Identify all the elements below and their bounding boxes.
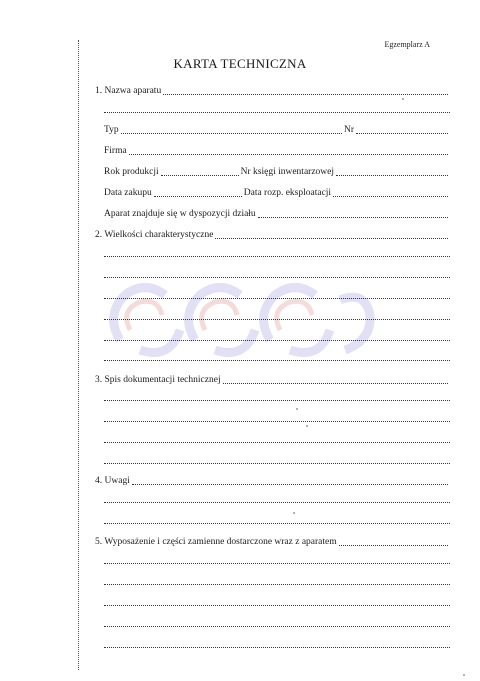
nr-label: Nr [343, 125, 354, 135]
section-1-label: 1. Nazwa aparatu [95, 86, 162, 96]
wyposazenie-line-4[interactable] [104, 605, 450, 606]
field-wielkosci[interactable] [95, 230, 450, 241]
wyposazenie-fill-line[interactable] [339, 544, 448, 546]
firma-fill-line[interactable] [129, 153, 448, 155]
typ-fill-line[interactable] [121, 132, 342, 134]
ksiegi-label: Nr księgi inwentarzowej [240, 167, 335, 177]
field-dokumentacja[interactable] [95, 375, 450, 386]
wyposazenie-line-3[interactable] [104, 584, 450, 585]
field-zakup-eksploatacja[interactable] [104, 188, 450, 199]
wielkosci-line-6[interactable] [104, 340, 450, 341]
eksploatacja-fill-line[interactable] [333, 195, 448, 197]
scan-speck [402, 98, 404, 100]
firma-label: Firma [104, 146, 127, 156]
rok-label: Rok produkcji [104, 167, 159, 177]
nr-fill-line[interactable] [356, 132, 448, 134]
nazwa-fill-line [163, 93, 448, 95]
wielkosci-line-2[interactable] [104, 256, 450, 257]
field-typ-nr[interactable] [104, 125, 450, 136]
wielkosci-fill-line[interactable] [215, 237, 448, 239]
wielkosci-line-5[interactable] [104, 319, 450, 320]
wielkosci-line-4[interactable] [104, 298, 450, 299]
wyposazenie-line-5[interactable] [104, 626, 450, 627]
wielkosci-line-7[interactable] [104, 360, 450, 361]
rok-fill-line[interactable] [161, 174, 239, 176]
section-5-label: 5. Wyposażenie i części zamienne dostarczone wraz z aparatem [95, 537, 337, 547]
page-title: KARTA TECHNICZNA [173, 56, 307, 71]
dyspozycja-label: Aparat znajduje się w dyspozycji działu [104, 209, 256, 219]
wyposazenie-line-6[interactable] [104, 647, 450, 648]
dokumentacja-fill-line[interactable] [223, 382, 448, 384]
section-2-label: 2. Wielkości charakterystyczne [95, 230, 214, 240]
dokumentacja-line-5[interactable] [104, 463, 450, 464]
uwagi-line-2[interactable] [104, 502, 450, 503]
field-dyspozycja[interactable] [104, 209, 450, 220]
field-nazwa-aparatu[interactable] [95, 86, 450, 97]
ksiegi-fill-line[interactable] [336, 174, 448, 176]
uwagi-line-3[interactable] [104, 523, 450, 524]
zakup-label: Data zakupu [104, 188, 152, 198]
perforation-line [78, 40, 79, 670]
wielkosci-line-3[interactable] [104, 277, 450, 278]
uwagi-fill-line[interactable] [132, 483, 448, 485]
scan-speck [296, 408, 298, 410]
scan-speck [463, 674, 465, 676]
watermark-logo [100, 270, 380, 360]
scan-speck [293, 512, 295, 514]
dokumentacja-line-4[interactable] [104, 442, 450, 443]
section-3-label: 3. Spis dokumentacji technicznej [95, 375, 221, 385]
field-wyposazenie[interactable] [95, 537, 450, 548]
eksploatacja-label: Data rozp. eksploatacji [243, 188, 332, 198]
dokumentacja-line-3[interactable] [104, 421, 450, 422]
zakup-fill-line[interactable] [154, 195, 242, 197]
nazwa-line-2[interactable] [104, 112, 450, 113]
scan-speck [306, 425, 308, 427]
typ-label: Typ [104, 125, 119, 135]
section-4-label: 4. Uwagi [95, 476, 130, 486]
wyposazenie-line-2[interactable] [104, 563, 450, 564]
copy-label: Egzemplarz A [384, 40, 430, 49]
dokumentacja-line-2[interactable] [104, 400, 450, 401]
field-uwagi[interactable] [95, 476, 450, 487]
field-firma[interactable] [104, 146, 450, 157]
dyspozycja-fill-line[interactable] [258, 216, 448, 218]
field-rok-ksiegi[interactable] [104, 167, 450, 178]
